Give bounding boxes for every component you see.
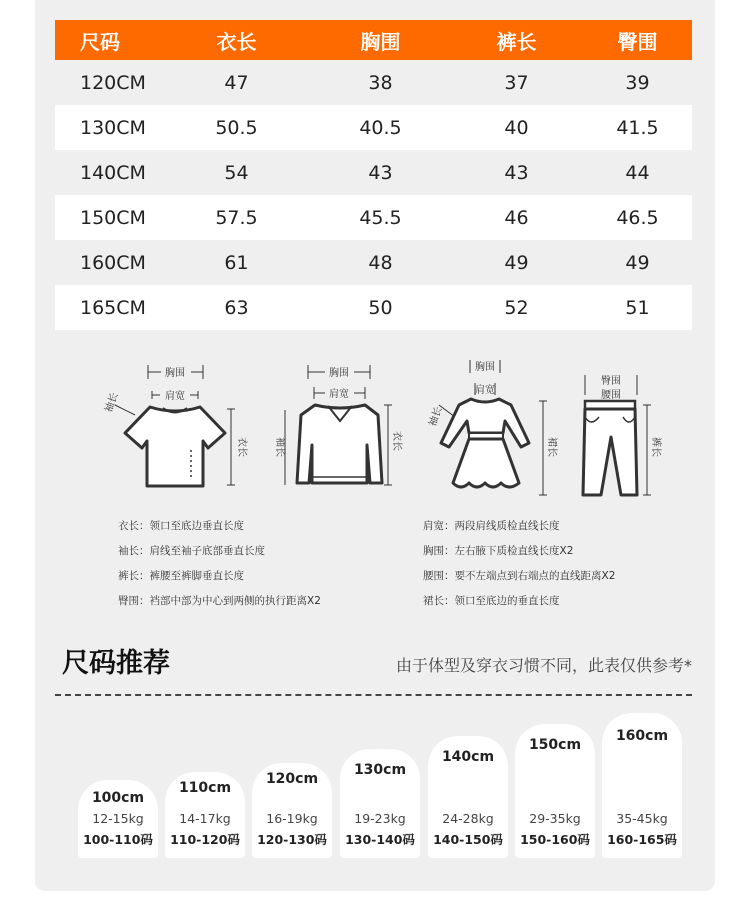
card-weight: 16-19kg: [266, 811, 318, 826]
size-card-150: [515, 724, 595, 858]
size-card-130: [340, 749, 420, 858]
card-size: 140-150码: [433, 832, 503, 847]
card-height: 130cm: [353, 762, 407, 778]
table-header: [55, 20, 692, 60]
dress-icon: [425, 355, 565, 500]
header-hip: 臀围: [617, 29, 658, 54]
sweater-sleeve-label: 袖长: [274, 437, 285, 457]
card-size: 120-130码: [257, 832, 327, 847]
card-size: 110-120码: [170, 832, 240, 847]
cell-chest: 45.5: [359, 206, 402, 229]
definition-sleeve: 袖长：肩线至袖子底部垂直长度: [118, 545, 265, 557]
header-pants-length: 裤长: [496, 29, 537, 54]
cell-size: 140CM: [80, 161, 146, 184]
sweater-diagram: [270, 355, 410, 495]
cell-hip: 44: [625, 161, 650, 184]
size-card-100: [78, 780, 158, 858]
card-size: 100-110码: [83, 832, 153, 847]
cell-chest: 43: [368, 161, 393, 184]
header-length: 衣长: [216, 29, 257, 54]
cell-length: 47: [224, 71, 249, 94]
card-height: 120cm: [265, 771, 319, 787]
definition-length: 衣长：领口至底边垂直长度: [118, 520, 244, 532]
cell-chest: 48: [368, 251, 393, 274]
cell-size: 120CM: [80, 71, 146, 94]
table-row: [55, 240, 692, 285]
cell-size: 150CM: [80, 206, 146, 229]
card-height: 150cm: [528, 737, 582, 753]
recommend-note: 由于体型及穿衣习惯不同，此表仅供参考*: [395, 656, 692, 675]
header-size: 尺码: [80, 29, 120, 54]
cell-hip: 41.5: [616, 116, 659, 139]
card-weight: 14-17kg: [179, 811, 231, 826]
card-size: 150-160码: [520, 832, 590, 847]
card-weight: 29-35kg: [529, 811, 581, 826]
cell-length: 54: [224, 161, 249, 184]
card-size: 160-165码: [607, 832, 677, 847]
cell-length: 61: [224, 251, 249, 274]
definition-pants-length: 裤长：裤腰至裤脚垂直长度: [118, 570, 244, 582]
card-weight: 35-45kg: [616, 811, 668, 826]
card-weight: 12-15kg: [92, 811, 144, 826]
pants-diagram: [575, 365, 665, 505]
size-card-140: [428, 736, 508, 858]
tshirt-chest-label: 胸围: [165, 368, 185, 379]
cell-pants-length: 49: [504, 251, 529, 274]
card-height: 140cm: [441, 749, 495, 765]
cell-chest: 40.5: [359, 116, 402, 139]
dress-diagram: [425, 355, 565, 500]
cell-chest: 38: [368, 71, 393, 94]
cell-pants-length: 46: [504, 206, 529, 229]
tshirt-length-label: 衣长: [236, 437, 247, 457]
tshirt-shoulder-label: 肩宽: [165, 391, 185, 402]
pants-length-label: 裤长: [650, 437, 661, 457]
card-height: 100cm: [91, 790, 145, 806]
cell-length: 63: [224, 296, 249, 319]
tshirt-sleeve-label: 袖长: [103, 391, 121, 415]
cell-length: 50.5: [215, 116, 258, 139]
pants-waist-label: 腰围: [601, 390, 621, 401]
definition-shoulder: 肩宽：两段肩线质检直线长度: [423, 520, 560, 532]
card-height: 160cm: [615, 728, 669, 744]
cell-hip: 51: [625, 296, 650, 319]
definition-waist: 腰围：要不左端点到右端点的直线距离X2: [423, 570, 616, 582]
dress-sleeve-label: 袖长: [427, 405, 445, 429]
cell-hip: 49: [625, 251, 650, 274]
header-chest: 胸围: [360, 29, 401, 54]
definition-hip: 臀围：裆部中部为中心到两侧的执行距离X2: [118, 595, 321, 607]
cell-length: 57.5: [215, 206, 258, 229]
card-size: 130-140码: [345, 832, 415, 847]
dress-length-label: 裙长: [546, 437, 557, 457]
tshirt-diagram: [95, 355, 255, 495]
table-row: [55, 60, 692, 105]
cell-hip: 46.5: [616, 206, 659, 229]
sweater-icon: [270, 355, 410, 495]
card-weight: 24-28kg: [442, 811, 494, 826]
cell-pants-length: 52: [504, 296, 529, 319]
cell-pants-length: 40: [504, 116, 529, 139]
cell-size: 160CM: [80, 251, 146, 274]
sweater-length-label: 衣长: [391, 431, 402, 451]
cell-pants-length: 43: [504, 161, 529, 184]
cell-pants-length: 37: [504, 71, 529, 94]
pants-icon: [575, 365, 665, 505]
sweater-chest-label: 胸围: [329, 368, 349, 379]
size-card-120: [252, 763, 332, 858]
cell-size: 130CM: [80, 116, 146, 139]
size-table: [55, 20, 692, 330]
size-card-110: [165, 772, 245, 858]
dress-shoulder-label: 肩宽: [475, 385, 495, 396]
table-row: [55, 105, 692, 150]
sweater-shoulder-label: 肩宽: [329, 389, 349, 400]
size-card-160: [602, 713, 682, 858]
cell-size: 165CM: [80, 296, 146, 319]
dress-chest-label: 胸围: [475, 362, 495, 373]
recommend-title: 尺码推荐: [62, 648, 170, 679]
table-row: [55, 195, 692, 240]
dashed-divider: [55, 694, 692, 696]
card-weight: 19-23kg: [354, 811, 406, 826]
card-height: 110cm: [178, 780, 232, 796]
cell-chest: 50: [368, 296, 393, 319]
table-row: [55, 285, 692, 330]
pants-hip-label: 臀围: [601, 376, 621, 387]
definition-chest: 胸围：左右腋下质检直线长度X2: [423, 545, 574, 557]
definition-skirt-length: 裙长：领口至底边的垂直长度: [423, 595, 560, 607]
tshirt-icon: [95, 355, 255, 495]
table-row: [55, 150, 692, 195]
cell-hip: 39: [625, 71, 650, 94]
